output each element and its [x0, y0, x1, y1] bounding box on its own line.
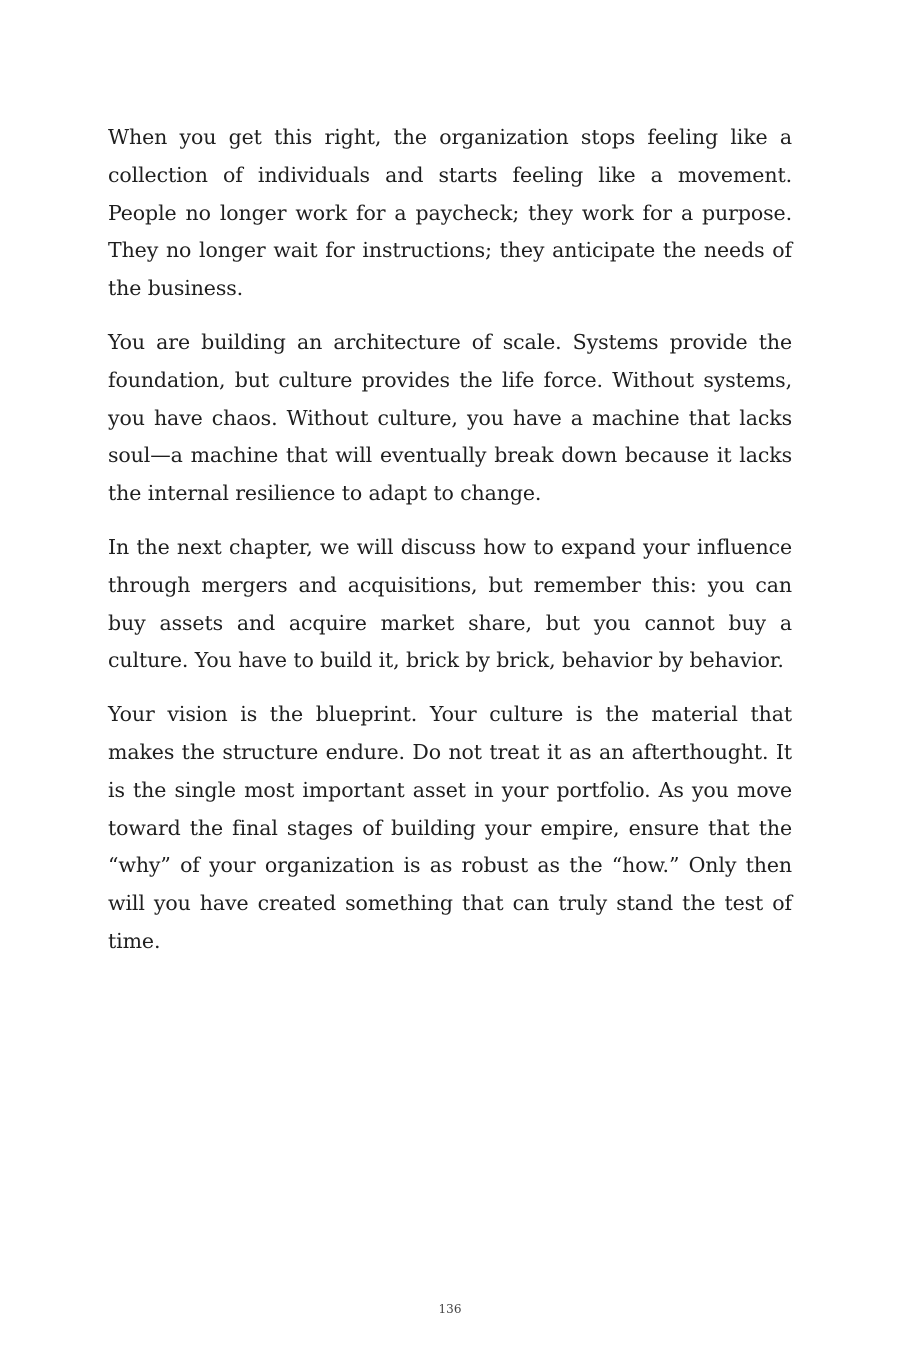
page-number: 136 [438, 1302, 462, 1316]
body-text [108, 119, 792, 977]
paragraph: When you get this right, the organization stops feeling like a collection of individuals and starts feeling like a movement. People no longer work for a paycheck; they work for a purpose. They no longer wait for instructions; they anticipate the needs of the business. [108, 125, 792, 301]
paragraph: In the next chapter, we will discuss how to expand your influence through mergers and acquisitions, but remember this: you can buy assets and acquire market share, but you cannot buy a culture. You have to build it, brick by brick, behavior by behavior. [108, 534, 792, 673]
paragraph: Your vision is the blueprint. Your culture is the material that makes the structure endure. Do not treat it as an afterthought. It is the single most important asset in your portfolio. As you move toward the final stages of building your empire, ensure that the “why” of your organization is as robust as the “how.” Only then will you have created something that can truly stand the test of time. [108, 702, 792, 953]
paragraph: You are building an architecture of scale. Systems provide the foundation, but culture provides the life force. Without systems, you have chaos. Without culture, you have a machine that lacks soul—a machine that will eventually break down because it lacks the internal resilience to adapt to change. [108, 329, 792, 506]
